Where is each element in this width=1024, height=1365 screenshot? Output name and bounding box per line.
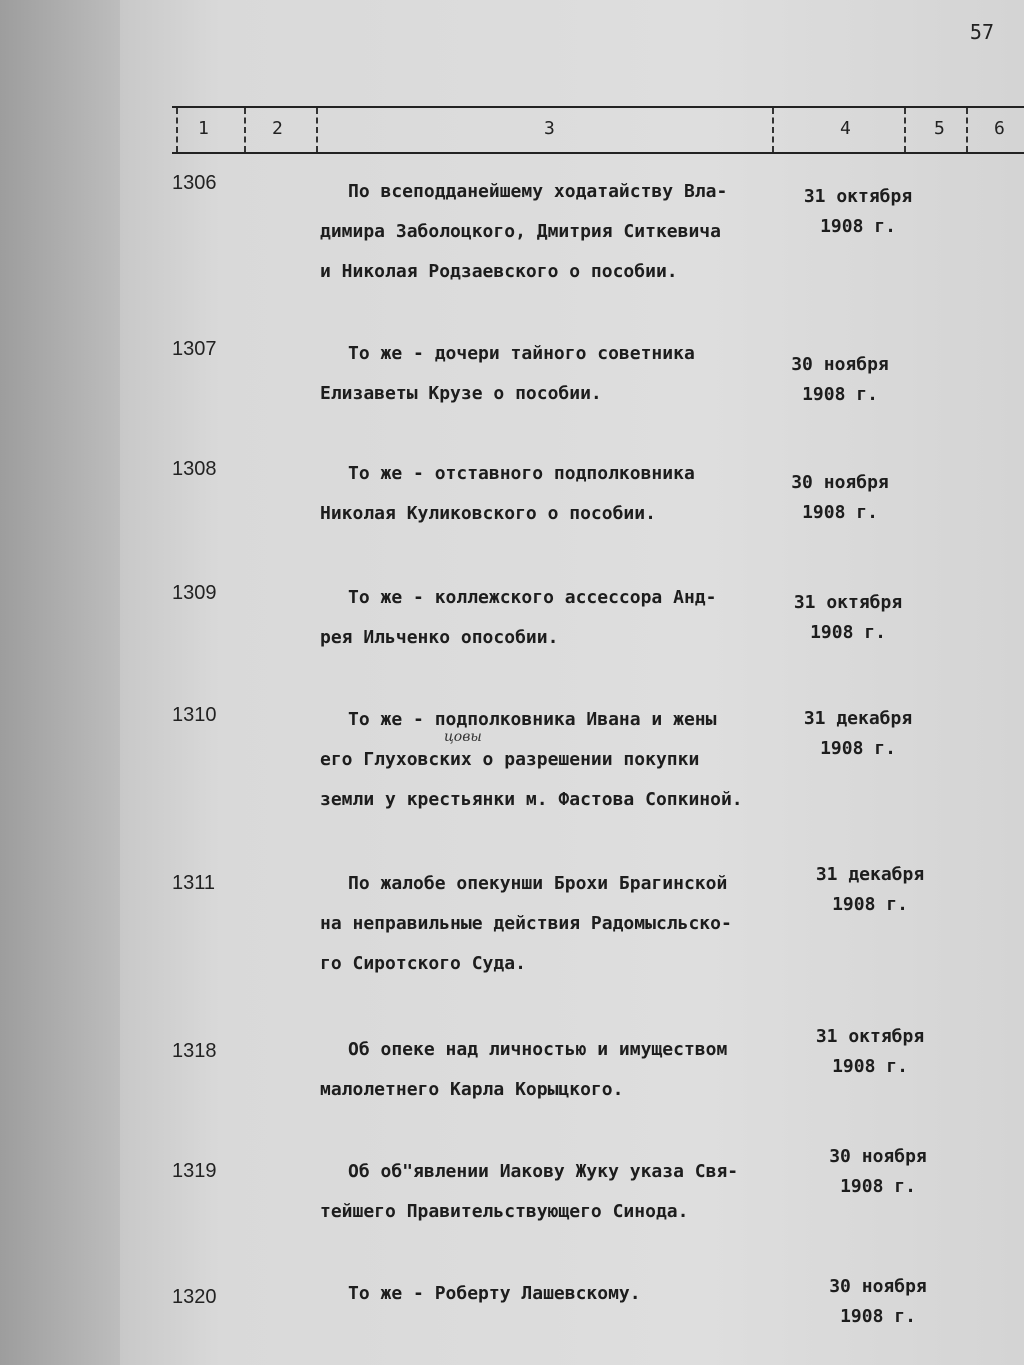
handwritten-correction: цовы <box>444 729 482 745</box>
column-header-3: 3 <box>544 118 555 139</box>
entry-date-day: 31 октября <box>793 592 903 613</box>
column-separator <box>244 108 246 152</box>
entry-text-line: По всеподданейшему ходатайству Вла- <box>348 181 728 202</box>
entry-text-line: То же - дочери тайного советника <box>348 343 695 364</box>
entry-text-line: тейшего Правительствующего Синода. <box>320 1201 689 1222</box>
entry-text <box>320 700 790 820</box>
entry-text-line: Елизаветы Крузе о пособии. <box>320 383 602 404</box>
table-header <box>172 106 1024 154</box>
entry-date-day: 30 ноября <box>829 1276 927 1297</box>
entry-date-day: 31 октября <box>815 1026 925 1047</box>
entry-text-line: его Глуховских о разрешении покупки <box>320 749 700 770</box>
entry-number: 1319 <box>172 1160 217 1182</box>
entry-date-year: 1908 г. <box>802 502 878 523</box>
entry-text <box>320 172 790 292</box>
entry-text <box>320 334 790 414</box>
entry-date-day: 30 ноября <box>829 1146 927 1167</box>
entry-text <box>320 1030 790 1110</box>
entry-text-line: То же - отставного подполковника <box>348 463 695 484</box>
entry-number: 1306 <box>172 172 217 194</box>
entry-text <box>320 1274 790 1314</box>
entry-text-line: рея Ильченко опособии. <box>320 627 559 648</box>
entry-text <box>320 1152 790 1232</box>
entry-text-line: и Николая Родзаевского о пособии. <box>320 261 678 282</box>
entry-number: 1310 <box>172 704 217 726</box>
entry-text-line: По жалобе опекунши Брохи Брагинской <box>348 873 728 894</box>
entry-number: 1318 <box>172 1040 217 1062</box>
column-header-4: 4 <box>840 118 851 139</box>
page-number: 57 <box>969 20 994 44</box>
entry-date <box>768 588 928 648</box>
entry-text-line: земли у крестьянки м. Фастова Сопкиной. <box>320 789 743 810</box>
entry-date-day: 30 ноября <box>791 472 889 493</box>
entry-date-year: 1908 г. <box>832 894 908 915</box>
column-header-2: 2 <box>272 118 283 139</box>
entry-text <box>320 864 790 984</box>
entry-date <box>760 350 920 410</box>
entry-text-line: То же - подполковника Ивана и жены <box>348 709 717 730</box>
entry-date <box>778 704 938 764</box>
entry-date-year: 1908 г. <box>840 1306 916 1327</box>
entry-date <box>790 1022 950 1082</box>
entry-date-year: 1908 г. <box>832 1056 908 1077</box>
entry-date-day: 31 октября <box>803 186 913 207</box>
entry-date <box>798 1142 958 1202</box>
entry-date <box>798 1272 958 1332</box>
entry-date-year: 1908 г. <box>820 216 896 237</box>
entry-date-day: 31 декабря <box>815 864 925 885</box>
facing-page-edge <box>0 0 120 1365</box>
entry-text-line: димира Заболоцкого, Дмитрия Ситкевича <box>320 221 721 242</box>
entry-text <box>320 454 790 534</box>
entry-date <box>760 468 920 528</box>
entry-text-line: То же - коллежского ассессора Анд- <box>348 587 717 608</box>
entry-number: 1307 <box>172 338 217 360</box>
entry-date-year: 1908 г. <box>810 622 886 643</box>
column-separator <box>966 108 968 152</box>
entry-date <box>778 182 938 242</box>
entry-number: 1311 <box>172 872 216 894</box>
entry-text-line: Николая Куликовского о пособии. <box>320 503 656 524</box>
entry-text-line: го Сиротского Суда. <box>320 953 526 974</box>
entry-date-day: 30 ноября <box>791 354 889 375</box>
entry-text-line: на неправильные действия Радомысльско- <box>320 913 732 934</box>
entry-text <box>320 578 790 658</box>
column-separator <box>316 108 318 152</box>
entry-number: 1309 <box>172 582 217 604</box>
entry-number: 1320 <box>172 1286 217 1308</box>
column-separator <box>176 108 178 152</box>
column-header-5: 5 <box>934 118 945 139</box>
entry-date-day: 31 декабря <box>803 708 913 729</box>
entry-text-line: То же - Роберту Лашевскому. <box>348 1283 641 1304</box>
column-separator <box>904 108 906 152</box>
column-header-1: 1 <box>198 118 209 139</box>
entry-text-line: Об опеке над личностью и имуществом <box>348 1039 728 1060</box>
entry-date-year: 1908 г. <box>802 384 878 405</box>
entry-date-year: 1908 г. <box>820 738 896 759</box>
column-separator <box>772 108 774 152</box>
entry-text-line: малолетнего Карла Корыцкого. <box>320 1079 624 1100</box>
entry-text-line: Об об"явлении Иакову Жуку указа Свя- <box>348 1161 739 1182</box>
column-header-6: 6 <box>994 118 1005 139</box>
entry-date <box>790 860 950 920</box>
entry-date-year: 1908 г. <box>840 1176 916 1197</box>
entry-number: 1308 <box>172 458 217 480</box>
